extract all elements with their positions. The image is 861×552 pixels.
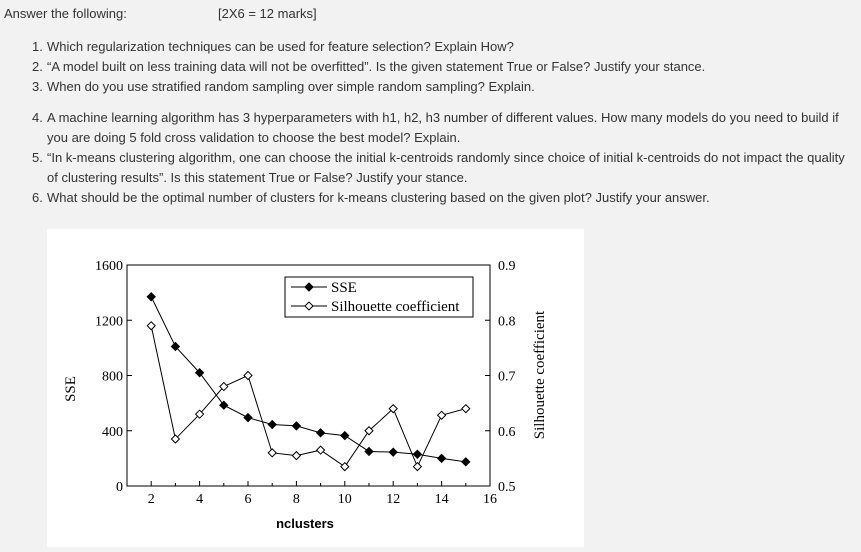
y2-tick-label: 0.9 [498,259,516,274]
sse-point [389,448,397,456]
y-tick-label: 800 [102,369,123,385]
silhouette-point [317,446,325,454]
question-text: What should be the optimal number of clusters for k-means clustering based on the given plot? Justify your answer. [47,190,710,205]
x-tick-label: 2 [147,492,155,507]
silhouette-line [151,326,466,467]
question-text: Which regularization techniques can be used for feature selection? Explain How? [47,39,514,54]
sse-silhouette-chart [47,229,584,547]
question-number: 5. [32,150,43,165]
sse-point [438,454,446,462]
sse-point [462,458,470,466]
chart-container [47,229,584,547]
question-text: “In k-means clustering algorithm, one can choose the initial k-centroids randomly since choice of initial k-centroids do not impact the quality of clustering results”. Is this statement True or False? Justify your stance. [47,150,845,185]
question-text: “A model built on less training data will not be overfitted”. Is the given statement True or False? Justify your stance. [47,59,706,74]
question-2 [32,57,858,77]
y-tick-label: 1600 [95,259,123,274]
question-6 [32,188,858,208]
legend-silhouette-label: Silhouette coefficient [331,299,460,315]
sse-point [292,422,300,430]
x-tick-label: 6 [244,492,252,507]
question-number: 1. [32,39,43,54]
sse-point [317,429,325,437]
y2-tick-label: 0.6 [498,424,516,440]
silhouette-point [413,463,421,471]
sse-point [365,447,373,455]
question-1 [32,37,858,57]
legend-sse-label: SSE [331,280,357,296]
x-axis-label: nclusters [276,516,334,531]
y-axis-label: SSE [63,376,79,402]
marks-text: [2X6 = 12 marks] [218,6,317,21]
legend [285,277,473,317]
y2-tick-label: 0.8 [498,314,516,330]
instruction-text: Answer the following: [4,6,127,21]
silhouette-point [244,372,252,380]
question-list [32,37,858,208]
silhouette-point [462,405,470,413]
x-tick-label: 4 [196,492,204,507]
question-number: 4. [32,110,43,125]
sse-point [147,293,155,301]
x-tick-label: 16 [483,492,497,507]
x-tick-label: 14 [434,492,449,507]
sse-point [268,421,276,429]
x-tick-label: 12 [386,492,401,507]
y2-tick-label: 0.7 [498,369,516,385]
silhouette-point [341,463,349,471]
silhouette-point [292,452,300,460]
sse-point [244,414,252,422]
question-3 [32,77,858,97]
y2-tick-label: 0.5 [498,480,516,495]
x-tick-label: 8 [292,492,300,507]
silhouette-point [268,449,276,457]
question-number: 6. [32,190,43,205]
question-text: When do you use stratified random sampling over simple random sampling? Explain. [47,79,535,94]
sse-point [413,450,421,458]
question-text: A machine learning algorithm has 3 hyperparameters with h1, h2, h3 number of different values. How many models do you need to build if you are doing 5 fold cross validation to choose the best model? Explain. [47,110,839,145]
question-4 [32,108,858,148]
sse-point [220,401,228,409]
series-layer [147,293,470,471]
sse-point [341,432,349,440]
y-tick-label: 0 [116,480,123,495]
sse-line [151,297,466,462]
y2-axis-label: Silhouette coefficient [532,310,548,440]
question-number: 2. [32,59,43,74]
x-tick-label: 10 [337,492,352,507]
instructions-header [4,6,317,21]
y-tick-label: 400 [102,424,123,440]
silhouette-point [438,411,446,419]
y-tick-label: 1200 [95,314,123,330]
question-number: 3. [32,79,43,94]
question-5 [32,148,858,188]
silhouette-point [147,322,155,330]
